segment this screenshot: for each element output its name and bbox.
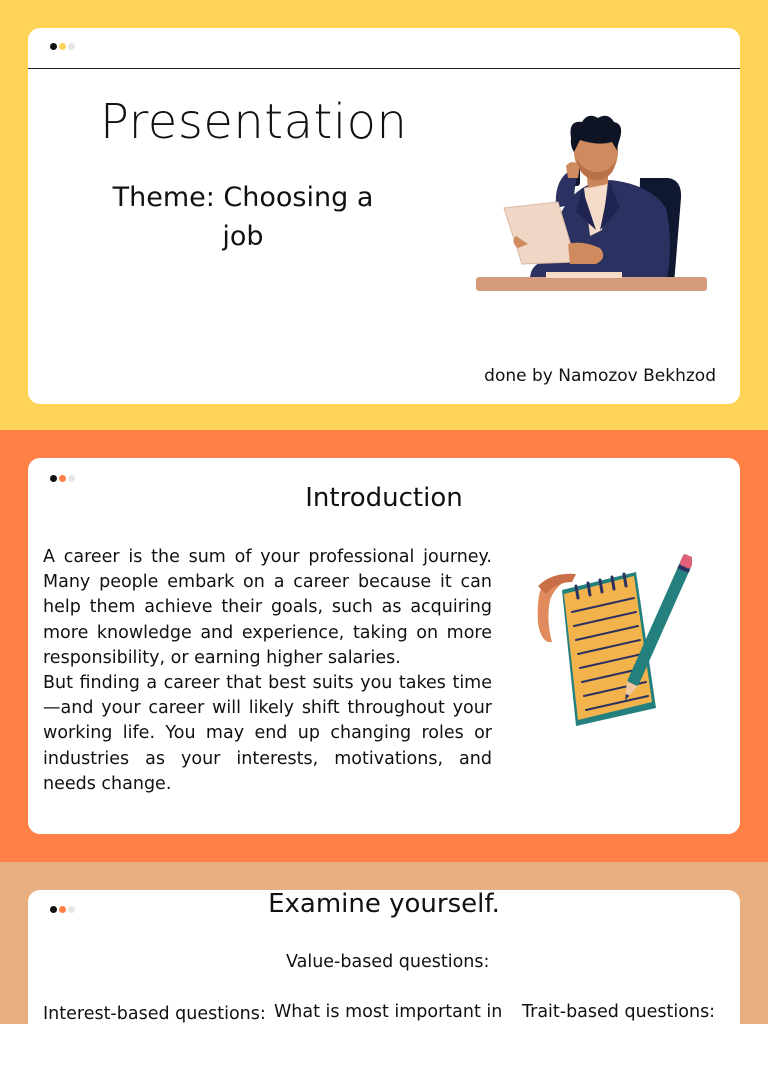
paper-on-desk [546,272,622,278]
dot-accent [59,475,66,482]
window-dots [50,43,75,50]
introduction-heading: Introduction [305,483,463,513]
presentation-theme: Theme: Choosing a job [112,182,374,252]
trait-questions-heading: Trait-based questions: [522,1002,716,1022]
author-credit: done by Namozov Bekhzod [484,366,716,386]
window-dots [50,475,75,482]
dot-grey [68,475,75,482]
slide-examine-card [28,890,740,1090]
introduction-paragraph-2: But finding a career that best suits you takes time—and your career will likely shift throughout your working life. You may end up changing roles or industries as your interests, motivations, and needs change. [43,673,492,794]
examine-heading: Examine yourself. [268,889,500,919]
interest-questions-heading: Interest-based questions: [43,1004,266,1024]
businessman-phone-desk-illustration [470,112,720,297]
value-question-1: What is most important in [274,1002,503,1022]
dot-accent [59,43,66,50]
notepad-pencil-illustration [532,550,692,730]
presentation-title: Presentation [100,94,408,150]
desk-shape [476,277,707,291]
hand-on-phone [566,162,580,178]
introduction-paragraph-1: A career is the sum of your professional journey. Many people embark on a career because it can help them achieve their goals, such as acquiring more knowledge and experience, taking on more responsibility, or earning higher salaries. [43,547,492,668]
dot-black [50,475,57,482]
dot-black [50,43,57,50]
introduction-body [43,545,492,797]
value-questions-heading: Value-based questions: [286,952,490,972]
header-divider [28,68,740,69]
dot-grey [68,43,75,50]
